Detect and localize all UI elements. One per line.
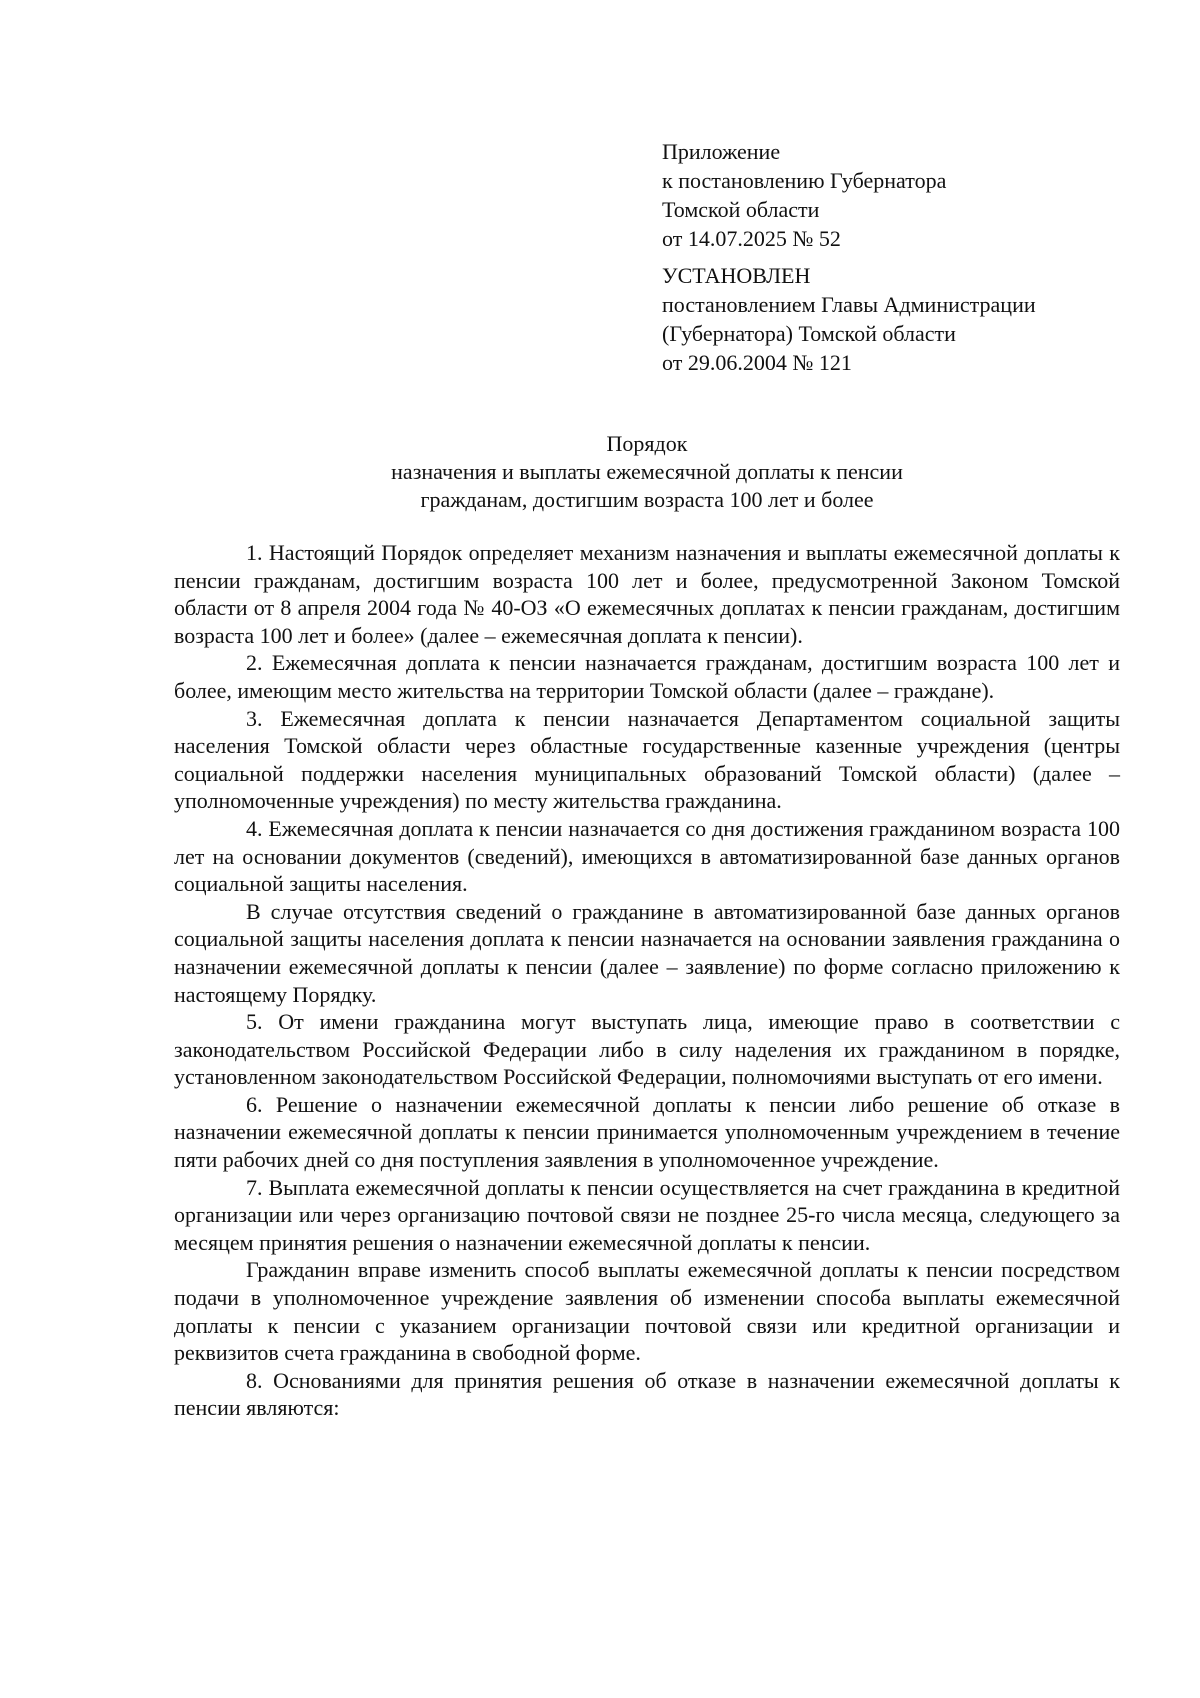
body-paragraph: Гражданин вправе изменить способ выплаты ежемесячной доплаты к пенсии посредством подачи в уполномоченное учреждение заявления об изменении способа выплаты ежемесячной доплаты к пенсии с указанием организации почтовой связи или кредитной организации и реквизитов счета гражданина в свободной форме. xyxy=(174,1257,1120,1366)
body-paragraph: В случае отсутствия сведений о гражданине в автоматизированной базе данных органов социальной защиты населения доплата к пенсии назначается на основании заявления гражданина о назначении ежемесячной доплаты к пенсии (далее – заявление) по форме согласно приложению к настоящему Порядку. xyxy=(174,898,1120,1007)
body-paragraph: 5. От имени гражданина могут выступать лица, имеющие право в соответствии с законодательством Российской Федерации либо в силу наделения их гражданином в порядке, установленном законодательством Российской Федерации, полномочиями выступать от его имени. xyxy=(174,1009,1120,1090)
document-title xyxy=(172,430,1122,514)
title-line: гражданам, достигшим возраста 100 лет и более xyxy=(420,487,874,512)
established-line: постановлением Главы Администрации xyxy=(662,292,1036,317)
appendix-line: от 14.07.2025 № 52 xyxy=(662,226,841,251)
established-line: (Губернатора) Томской области xyxy=(662,321,956,346)
established-line: УСТАНОВЛЕН xyxy=(662,263,811,288)
document-body xyxy=(174,539,1120,1422)
body-paragraph: 3. Ежемесячная доплата к пенсии назначается Департаментом социальной защиты населения Томской области через областные государственные казенные учреждения (центры социальной поддержки населения муниципальных образований Томской области) (далее – уполномоченные учреждения) по месту жительства гражданина. xyxy=(174,705,1120,814)
body-paragraph: 8. Основаниями для принятия решения об отказе в назначении ежемесячной доплаты к пенсии являются: xyxy=(174,1367,1120,1421)
body-paragraph: 2. Ежемесячная доплата к пенсии назначается гражданам, достигшим возраста 100 лет и более, имеющим место жительства на территории Томской области (далее – граждане). xyxy=(174,650,1120,703)
body-paragraph: 7. Выплата ежемесячной доплаты к пенсии осуществляется на счет гражданина в кредитной организации или через организацию почтовой связи не позднее 25-го числа месяца, следующего за месяцем принятия решения о назначении ежемесячной доплаты к пенсии. xyxy=(174,1174,1120,1255)
established-line: от 29.06.2004 № 121 xyxy=(662,350,852,375)
established-block xyxy=(662,261,1036,377)
title-line: назначения и выплаты ежемесячной доплаты к пенсии xyxy=(391,459,903,484)
body-paragraph: 6. Решение о назначении ежемесячной доплаты к пенсии либо решение об отказе в назначении ежемесячной доплаты к пенсии принимается уполномоченным учреждением в течение пяти рабочих дней со дня поступления заявления в уполномоченное учреждение. xyxy=(174,1091,1120,1173)
appendix-block xyxy=(662,137,946,253)
title-line: Порядок xyxy=(606,431,688,456)
body-paragraph: 1. Настоящий Порядок определяет механизм назначения и выплаты ежемесячной доплаты к пенсии гражданам, достигшим возраста 100 лет и более, предусмотренной Законом Томской области от 8 апреля 2004 года № 40-ОЗ «О ежемесячных доплатах к пенсии гражданам, достигшим возраста 100 лет и более» (далее – ежемесячная доплата к пенсии). xyxy=(174,540,1120,648)
appendix-line: Приложение xyxy=(662,139,781,164)
body-paragraph: 4. Ежемесячная доплата к пенсии назначается со дня достижения гражданином возраста 100 лет на основании документов (сведений), имеющихся в автоматизированной базе данных органов социальной защиты населения. xyxy=(174,815,1120,897)
appendix-line: Томской области xyxy=(662,197,820,222)
appendix-line: к постановлению Губернатора xyxy=(662,168,947,193)
